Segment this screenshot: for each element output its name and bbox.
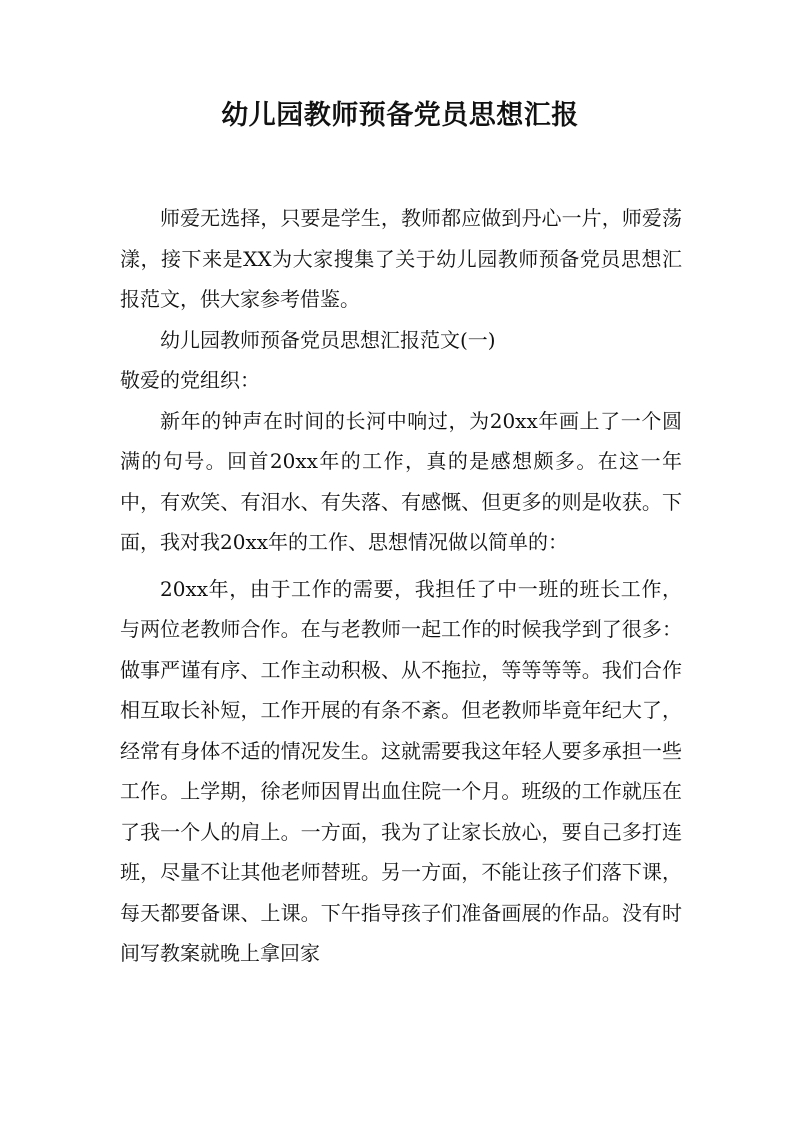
section-heading: 幼儿园教师预备党员思想汇报范文(一) <box>160 327 496 352</box>
body-paragraph: 20xx年，由于工作的需要，我担任了中一班的班长工作，与两位老教师合作。在与老教师一起工作的时候我学到了很多：做事严谨有序、工作主动积极、从不拖拉，等等等等。我们合作相互取长补短，工作开展的有条不紊。但老教师毕竟年纪大了，经常有身体不适的情况发生。这就需要我这年轻人要多承担一些工作。上学期，徐老师因胃出血住院一个月。班级的工作就压在了我一个人的肩上。一方面，我为了让家长放心，要自己多打连班，尽量不让其他老师替班。另一方面，不能让孩子们落下课，每天都要备课、上课。下午指导孩子们准备画展的作品。没有时间写教案就晚上拿回家 <box>120 576 682 965</box>
document-title: 幼儿园教师预备党员思想汇报 <box>221 100 579 131</box>
document-body <box>120 198 682 974</box>
salutation: 敬爱的党组织： <box>120 368 260 392</box>
body-paragraph: 新年的钟声在时间的长河中响过，为20xx年画上了一个圆满的句号。回首20xx年的工作，真的是感想颇多。在这一年中，有欢笑、有泪水、有失落、有感慨、但更多的则是收获。下面，我对我20xx年的工作、思想情况做以简单的： <box>120 408 682 554</box>
intro-paragraph: 师爱无选择，只要是学生，教师都应做到丹心一片，师爱荡漾，接下来是XX为大家搜集了关于幼儿园教师预备党员思想汇报范文，供大家参考借鉴。 <box>120 206 682 311</box>
